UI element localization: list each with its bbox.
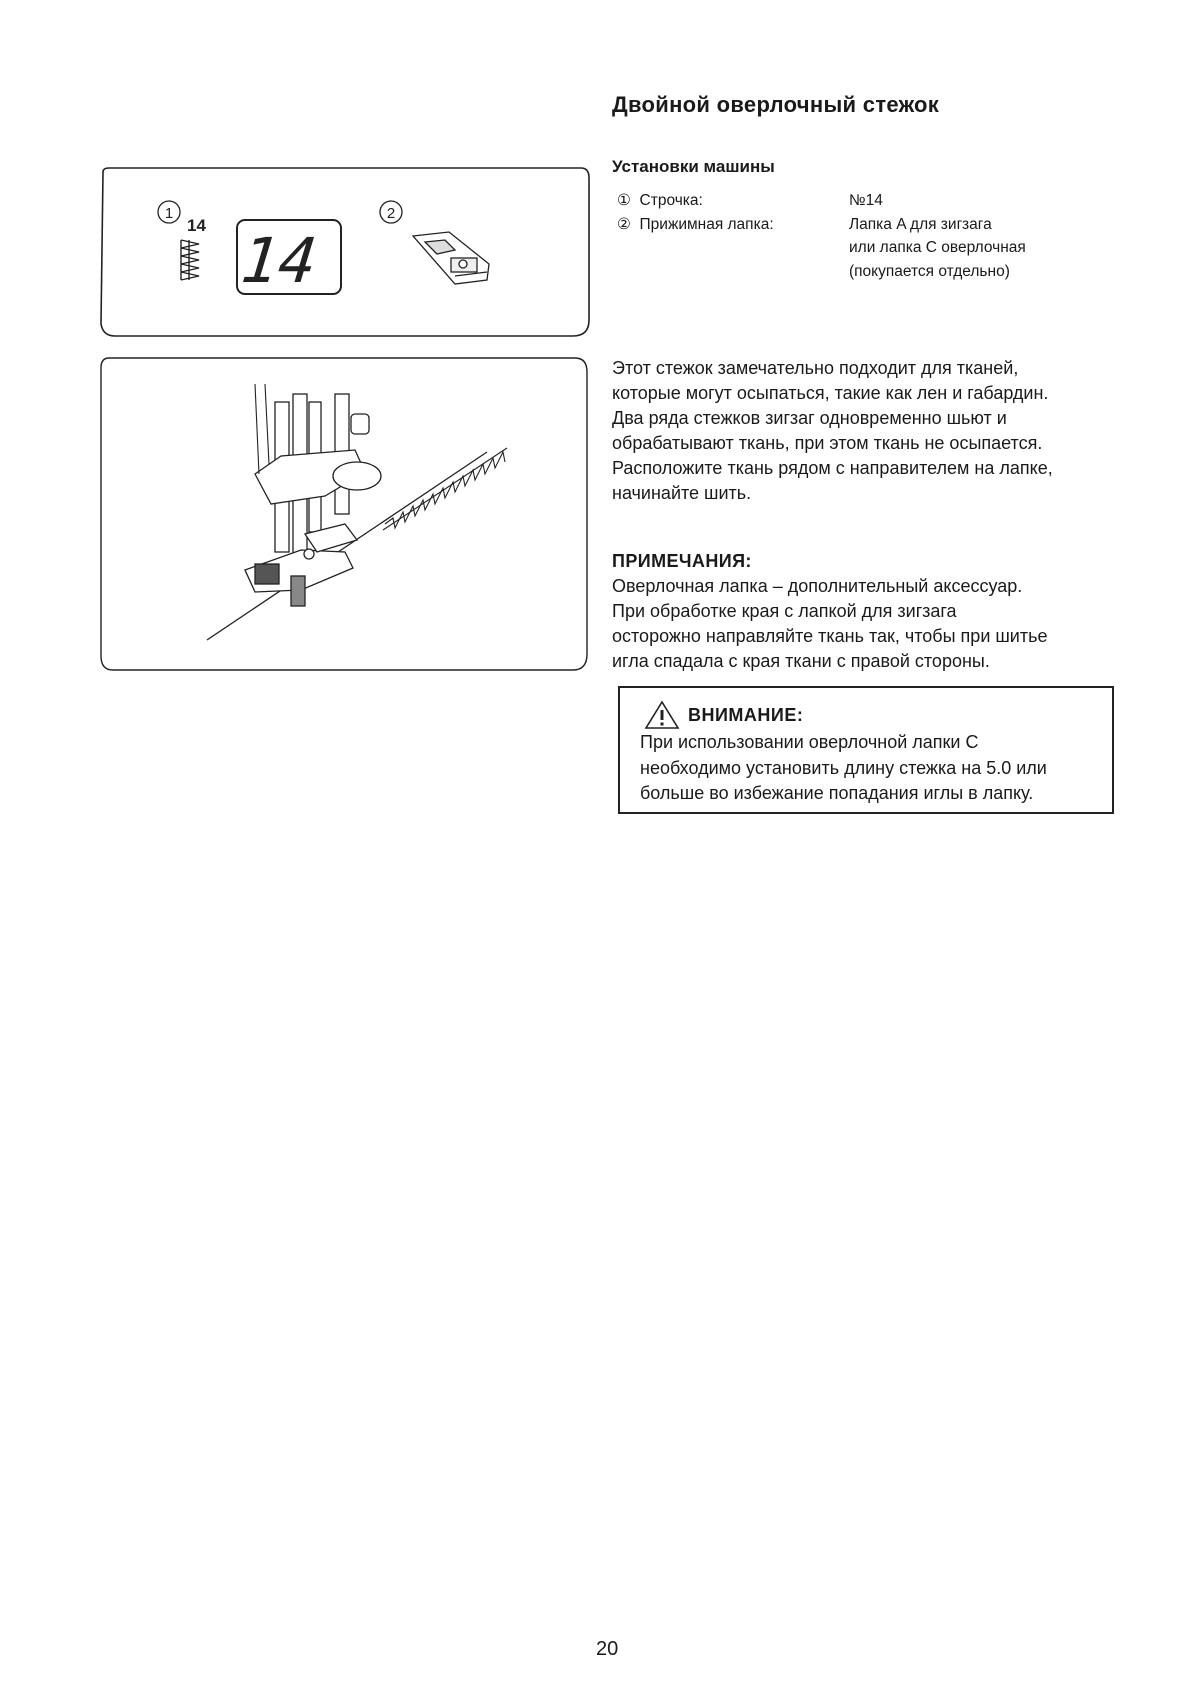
page-number: 20 <box>596 1638 619 1660</box>
presser-foot-assembly <box>245 394 381 606</box>
double-overlock-stitch-icon <box>181 240 199 280</box>
caution-paragraph <box>640 730 1110 807</box>
description-line: Расположите ткань рядом с направителем на лапке, <box>612 458 1053 478</box>
caution-heading: ВНИМАНИЕ: <box>688 705 804 725</box>
description-line: Два ряда стежков зигзаг одновременно шьют и <box>612 408 1007 428</box>
settings-foot-label: ② Прижимная лапка: <box>617 215 774 233</box>
caution-line: При использовании оверлочной лапки С <box>640 732 979 752</box>
notes-line: осторожно направляйте ткань так, чтобы при шитье <box>612 626 1048 646</box>
notes-paragraph <box>612 574 1132 674</box>
warning-triangle-icon <box>644 700 680 730</box>
notes-line: При обработке края с лапкой для зигзага <box>612 601 957 621</box>
settings-stitch-label: ① Строчка: <box>617 192 703 209</box>
svg-text:1: 1 <box>164 205 174 222</box>
svg-text:2: 2 <box>386 205 396 222</box>
stitch-settings-panel <box>95 164 595 342</box>
description-line: обрабатывают ткань, при этом ткань не осыпается. <box>612 433 1043 453</box>
settings-foot-value-line: или лапка С оверлочная <box>849 239 1026 256</box>
overlock-stitches <box>383 448 507 530</box>
description-line: начинайте шить. <box>612 483 752 503</box>
settings-foot-value-line: Лапка A для зигзага <box>849 215 992 233</box>
settings-heading: Установки машины <box>612 157 775 176</box>
notes-heading: ПРИМЕЧАНИЯ: <box>612 551 752 571</box>
caution-line: больше во избежание попадания иглы в лапку. <box>640 783 1034 803</box>
caution-line: необходимо установить длину стежка на 5.0 или <box>640 757 1047 778</box>
settings-stitch-value: №14 <box>849 192 883 209</box>
stitch-number-label: 14 <box>187 216 206 235</box>
presser-foot-icon <box>413 232 489 284</box>
sewing-illustration-panel <box>95 354 595 678</box>
page-title: Двойной оверлочный стежок <box>612 92 940 117</box>
notes-line: игла спадала с края ткани с правой стороны. <box>612 651 990 671</box>
lcd-display-value: 14 <box>237 224 320 297</box>
description-line: которые могут осыпаться, такие как лен и габардин. <box>612 383 1049 403</box>
notes-line: Оверлочная лапка – дополнительный аксессуар. <box>612 576 1023 596</box>
description-paragraph <box>612 356 1132 506</box>
settings-foot-value-line: (покупается отдельно) <box>849 262 1010 280</box>
description-line: Этот стежок замечательно подходит для тканей, <box>612 358 1019 378</box>
